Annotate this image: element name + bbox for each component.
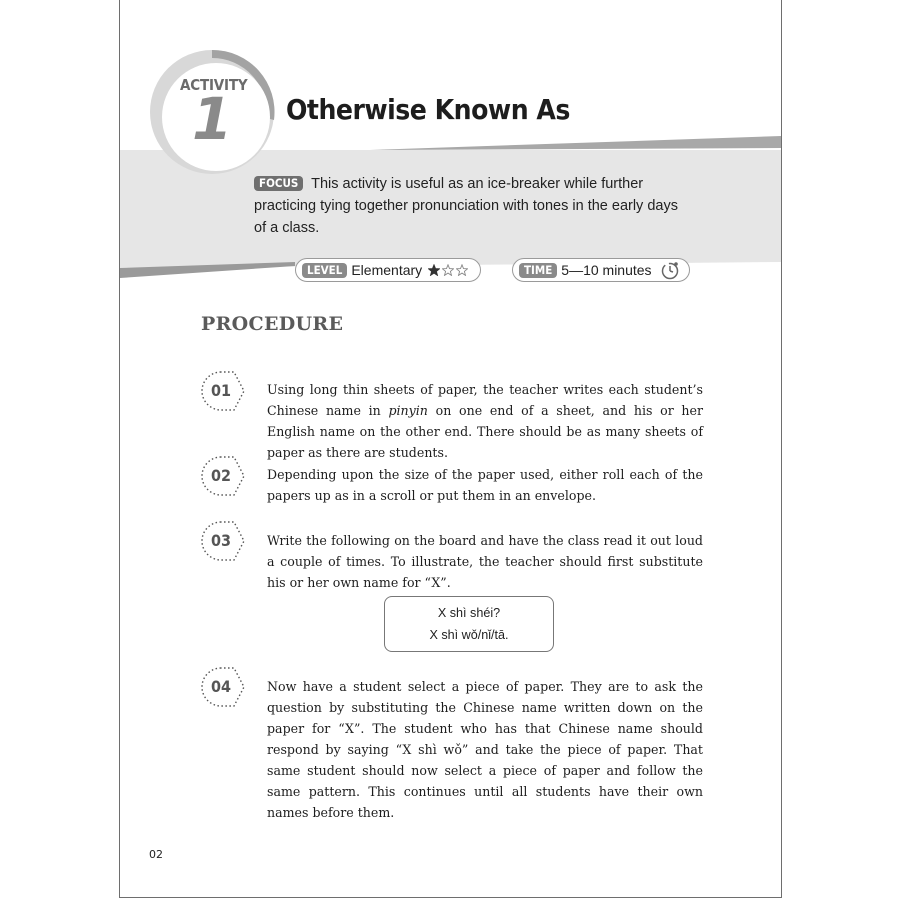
- step-text-before: Using long thin sheets of paper, the teacher writes each student’s Chinese name in: [267, 382, 703, 418]
- time-pill: [512, 258, 690, 282]
- star-empty-icon: [442, 264, 454, 276]
- focus-paragraph: [254, 173, 694, 239]
- step-badge: [200, 666, 246, 708]
- level-stars: [428, 264, 468, 276]
- step-number: 02: [210, 466, 232, 485]
- step-text: [267, 379, 703, 463]
- step-text: Depending upon the size of the paper used, either roll each of the papers up as in a scroll or put them in an envelope.: [267, 467, 703, 503]
- board-line-answer: X shì wǒ/nǐ/tā.: [429, 628, 509, 642]
- step-number: 03: [210, 531, 232, 550]
- step-text: Write the following on the board and have the class read it out loud a couple of times. To illustrate, the teacher should first substitute his or her own name for “X”.: [267, 533, 703, 590]
- board-example-box: [384, 596, 554, 652]
- step-badge: [200, 455, 246, 497]
- level-value: Elementary: [351, 262, 423, 278]
- time-label: TIME: [519, 263, 557, 278]
- procedure-heading: PROCEDURE: [201, 313, 344, 335]
- step-text: Now have a student select a piece of paper. They are to ask the question by substituting the Chinese name written down on the paper for “X”. The student who has that Chinese name should respond by saying “X shì wǒ” and take the piece of paper. That same student should now select a piece of paper and follow the same pattern. This continues until all students have their own names before them.: [267, 679, 703, 820]
- step-text-emphasis: pinyin: [388, 403, 428, 418]
- level-label: LEVEL: [302, 263, 347, 278]
- star-filled-icon: [428, 264, 440, 276]
- star-empty-icon: [456, 264, 468, 276]
- focus-text: This activity is useful as an ice-breaker while further practicing tying together pronunciation with tones in the early days of a class.: [254, 176, 678, 236]
- step-number: 04: [210, 677, 232, 696]
- activity-number: 1: [192, 85, 233, 153]
- step-text-after: on one end of a sheet, and his or her English name on the other end. There should be as many sheets of paper as there are students.: [267, 403, 704, 460]
- level-pill: [295, 258, 481, 282]
- step-badge: [200, 520, 246, 562]
- page-number: 02: [149, 848, 163, 861]
- activity-title: Otherwise Known As: [286, 93, 570, 126]
- activity-label: ACTIVITY: [180, 76, 248, 94]
- time-value: 5—10 minutes: [561, 262, 652, 278]
- board-line-question: X shì shéi?: [437, 606, 501, 620]
- timer-icon: [660, 260, 680, 280]
- book-page: [119, 0, 782, 898]
- focus-label: FOCUS: [254, 176, 303, 191]
- step-badge: [200, 370, 246, 412]
- step-number: 01: [210, 381, 232, 400]
